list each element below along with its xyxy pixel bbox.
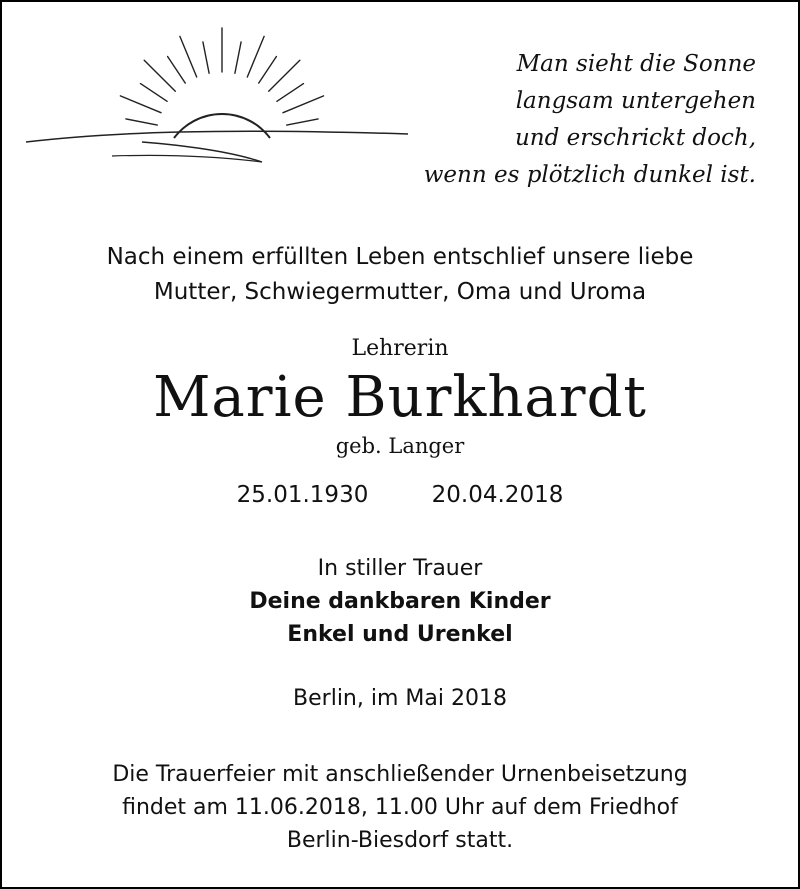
intro-text (2, 240, 798, 310)
mourners-children: Deine dankbaren Kinder (249, 589, 551, 614)
death-date: 20.04.2018 (431, 482, 564, 508)
mourning-phrase: In stiller Trauer (317, 556, 483, 581)
sun-ray (126, 119, 157, 125)
mourners-grandchildren: Enkel und Urenkel (287, 622, 513, 647)
sunset-icon (22, 22, 422, 192)
quote-line: wenn es plötzlich dunkel ist. (423, 162, 756, 188)
sun-ray (235, 42, 241, 73)
life-dates (2, 478, 798, 512)
sun-ray (144, 60, 175, 91)
funeral-line-2: findet am 11.06.2018, 11.00 Uhr auf dem Friedhof (122, 795, 678, 820)
sun-ray (287, 119, 318, 125)
sun-ray (283, 96, 324, 113)
place-date: Berlin, im Mai 2018 (293, 686, 507, 711)
sun-ray (259, 57, 277, 84)
sun-ray (120, 96, 161, 113)
sun-ray (247, 36, 264, 77)
maiden-name: geb. Langer (335, 434, 465, 458)
sun-ray (269, 60, 300, 91)
quote (424, 46, 756, 194)
quote-line: langsam untergehen (515, 88, 756, 114)
deceased-name: Marie Burkhardt (153, 365, 647, 430)
sun-ray (180, 36, 197, 77)
funeral-line-3: Berlin-Biesdorf statt. (286, 828, 514, 853)
quote-line: und erschrickt doch, (514, 125, 756, 151)
profession: Lehrerin (351, 336, 449, 361)
mourners (2, 552, 798, 651)
intro-line-2: Mutter, Schwiegermutter, Oma und Uroma (153, 279, 647, 305)
sun-ray (203, 42, 209, 73)
funeral-line-1: Die Trauerfeier mit anschließender Urnenbeisetzung (112, 762, 688, 787)
sun-ray (168, 57, 186, 84)
birth-date: 25.01.1930 (236, 482, 369, 508)
sun-ray (277, 84, 304, 102)
funeral-info (2, 758, 798, 857)
quote-line: Man sieht die Sonne (516, 51, 756, 77)
sun-ray (141, 84, 168, 102)
intro-line-1: Nach einem erfüllten Leben entschlief unsere liebe (106, 244, 694, 270)
